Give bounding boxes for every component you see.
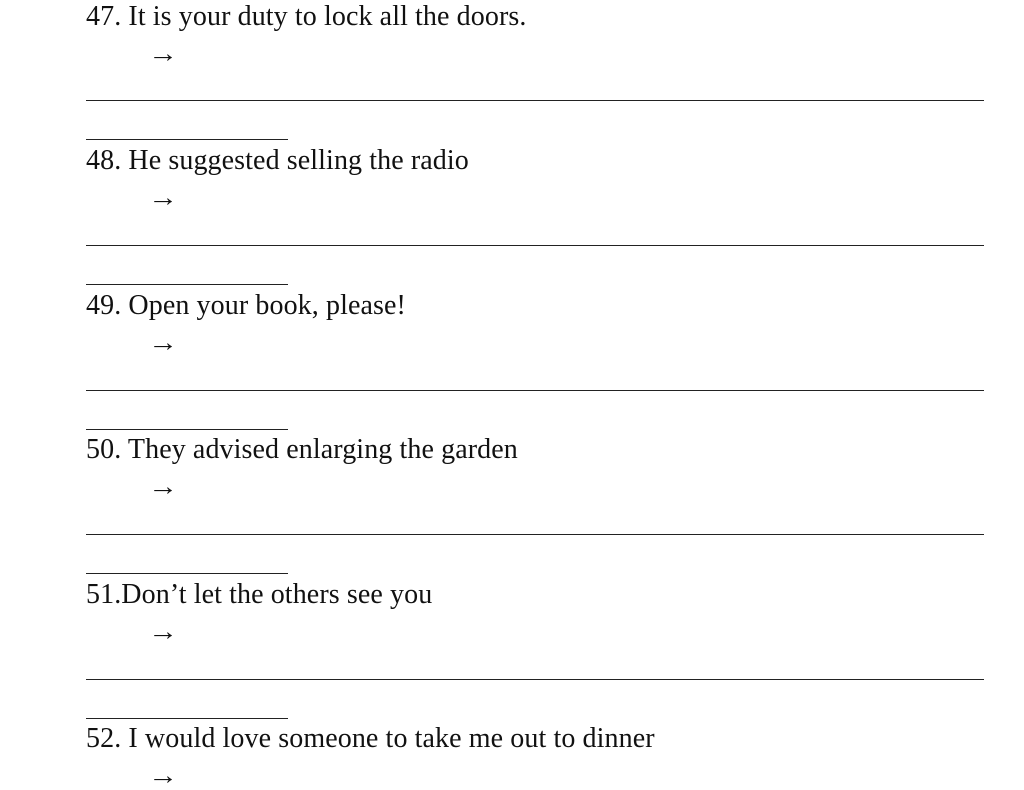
answer-arrow-52: → <box>148 761 178 790</box>
answer-line-continuation-50 <box>86 573 288 574</box>
answer-line-continuation-48 <box>86 284 288 285</box>
answer-arrow-47: → <box>148 39 178 68</box>
answer-line-49 <box>86 390 984 391</box>
answer-line-50 <box>86 534 984 535</box>
question-47: 47. It is your duty to lock all the doors. <box>86 1 527 32</box>
answer-line-continuation-47 <box>86 139 288 140</box>
question-48: 48. He suggested selling the radio <box>86 145 469 176</box>
answer-line-continuation-51 <box>86 718 288 719</box>
answer-line-48 <box>86 245 984 246</box>
answer-arrow-50: → <box>148 472 178 501</box>
question-51: 51.Don’t let the others see you <box>86 579 433 610</box>
answer-arrow-48: → <box>148 183 178 212</box>
answer-arrow-51: → <box>148 617 178 646</box>
question-50: 50. They advised enlarging the garden <box>86 434 518 465</box>
answer-arrow-49: → <box>148 328 178 357</box>
answer-line-51 <box>86 679 984 680</box>
question-49: 49. Open your book, please! <box>86 290 406 321</box>
answer-line-47 <box>86 100 984 101</box>
answer-line-continuation-49 <box>86 429 288 430</box>
question-52: 52. I would love someone to take me out to dinner <box>86 723 655 754</box>
